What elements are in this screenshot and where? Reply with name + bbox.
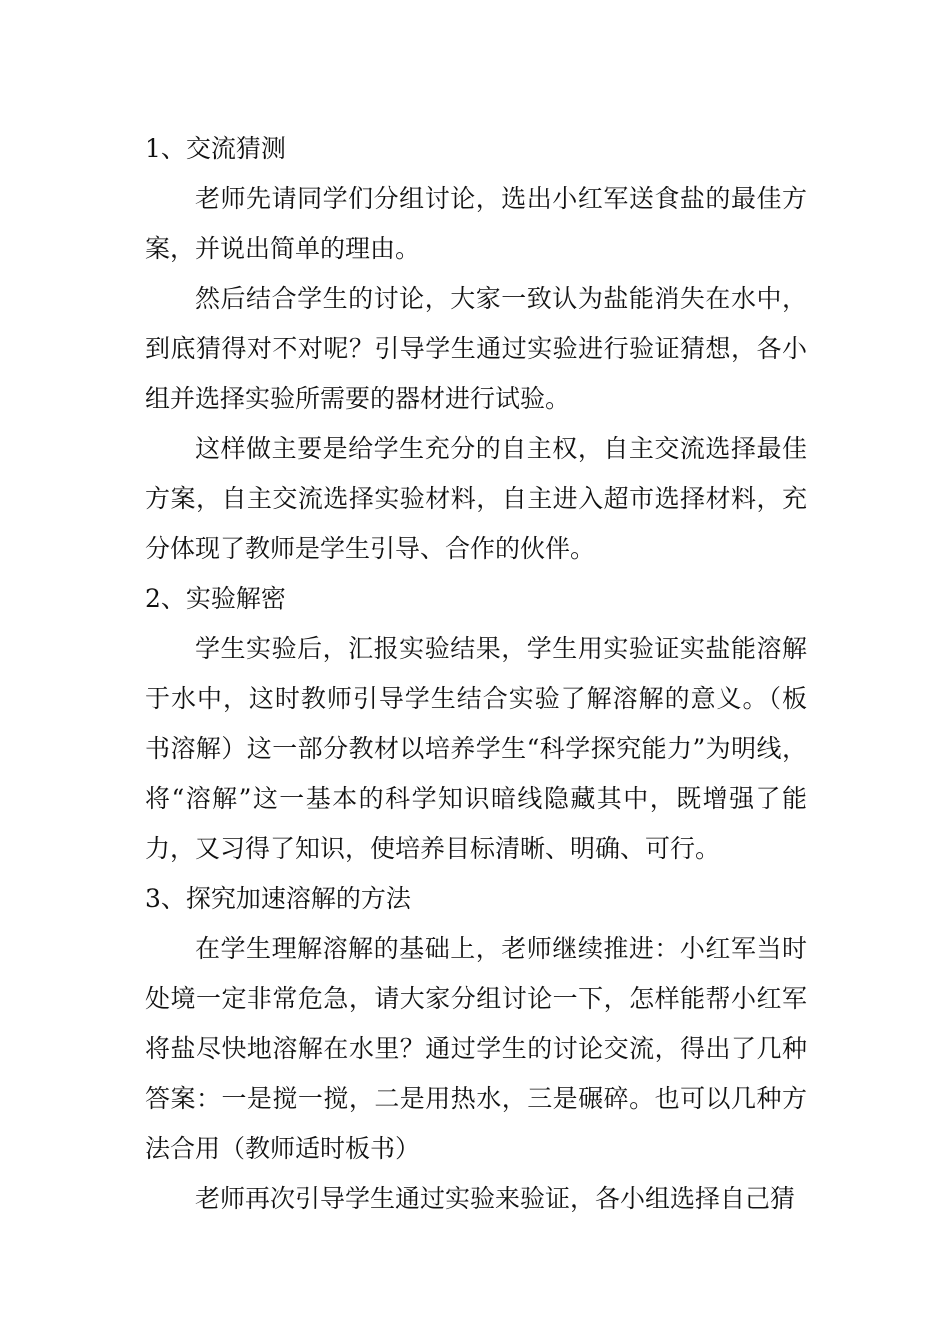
section-heading-2: 2、实验解密: [145, 584, 286, 613]
paragraph: 老师先请同学们分组讨论，选出小红军送食盐的最佳方案，并说出简单的理由。: [145, 184, 807, 263]
paragraph: 在学生理解溶解的基础上，老师继续推进：小红军当时处境一定非常危急，请大家分组讨论一下，怎样能帮小红军将盐尽快地溶解在水里？通过学生的讨论交流，得出了几种答案：一是搅一搅，二是用热水，三是碾碎。也可以几种方法合用（教师适时板书）: [145, 934, 807, 1163]
paragraph: 然后结合学生的讨论，大家一致认为盐能消失在水中，到底猜得对不对呢？引导学生通过实验进行验证猜想，各小组并选择实验所需要的器材进行试验。: [145, 284, 807, 413]
paragraph: 学生实验后，汇报实验结果，学生用实验证实盐能溶解于水中，这时教师引导学生结合实验了解溶解的意义。（板书溶解）这一部分教材以培养学生“科学探究能力”为明线，将“溶解”这一基本的科学知识暗线隐藏其中，既增强了能力，又习得了知识，使培养目标清晰、明确、可行。: [145, 634, 807, 863]
paragraph: 老师再次引导学生通过实验来验证，各小组选择自己猜: [195, 1184, 796, 1213]
section-heading-1: 1、交流猜测: [145, 134, 286, 163]
section-heading-3: 3、探究加速溶解的方法: [145, 884, 411, 913]
document-body: [145, 124, 807, 1224]
paragraph: 这样做主要是给学生充分的自主权，自主交流选择最佳方案，自主交流选择实验材料，自主进入超市选择材料，充分体现了教师是学生引导、合作的伙伴。: [145, 434, 807, 563]
